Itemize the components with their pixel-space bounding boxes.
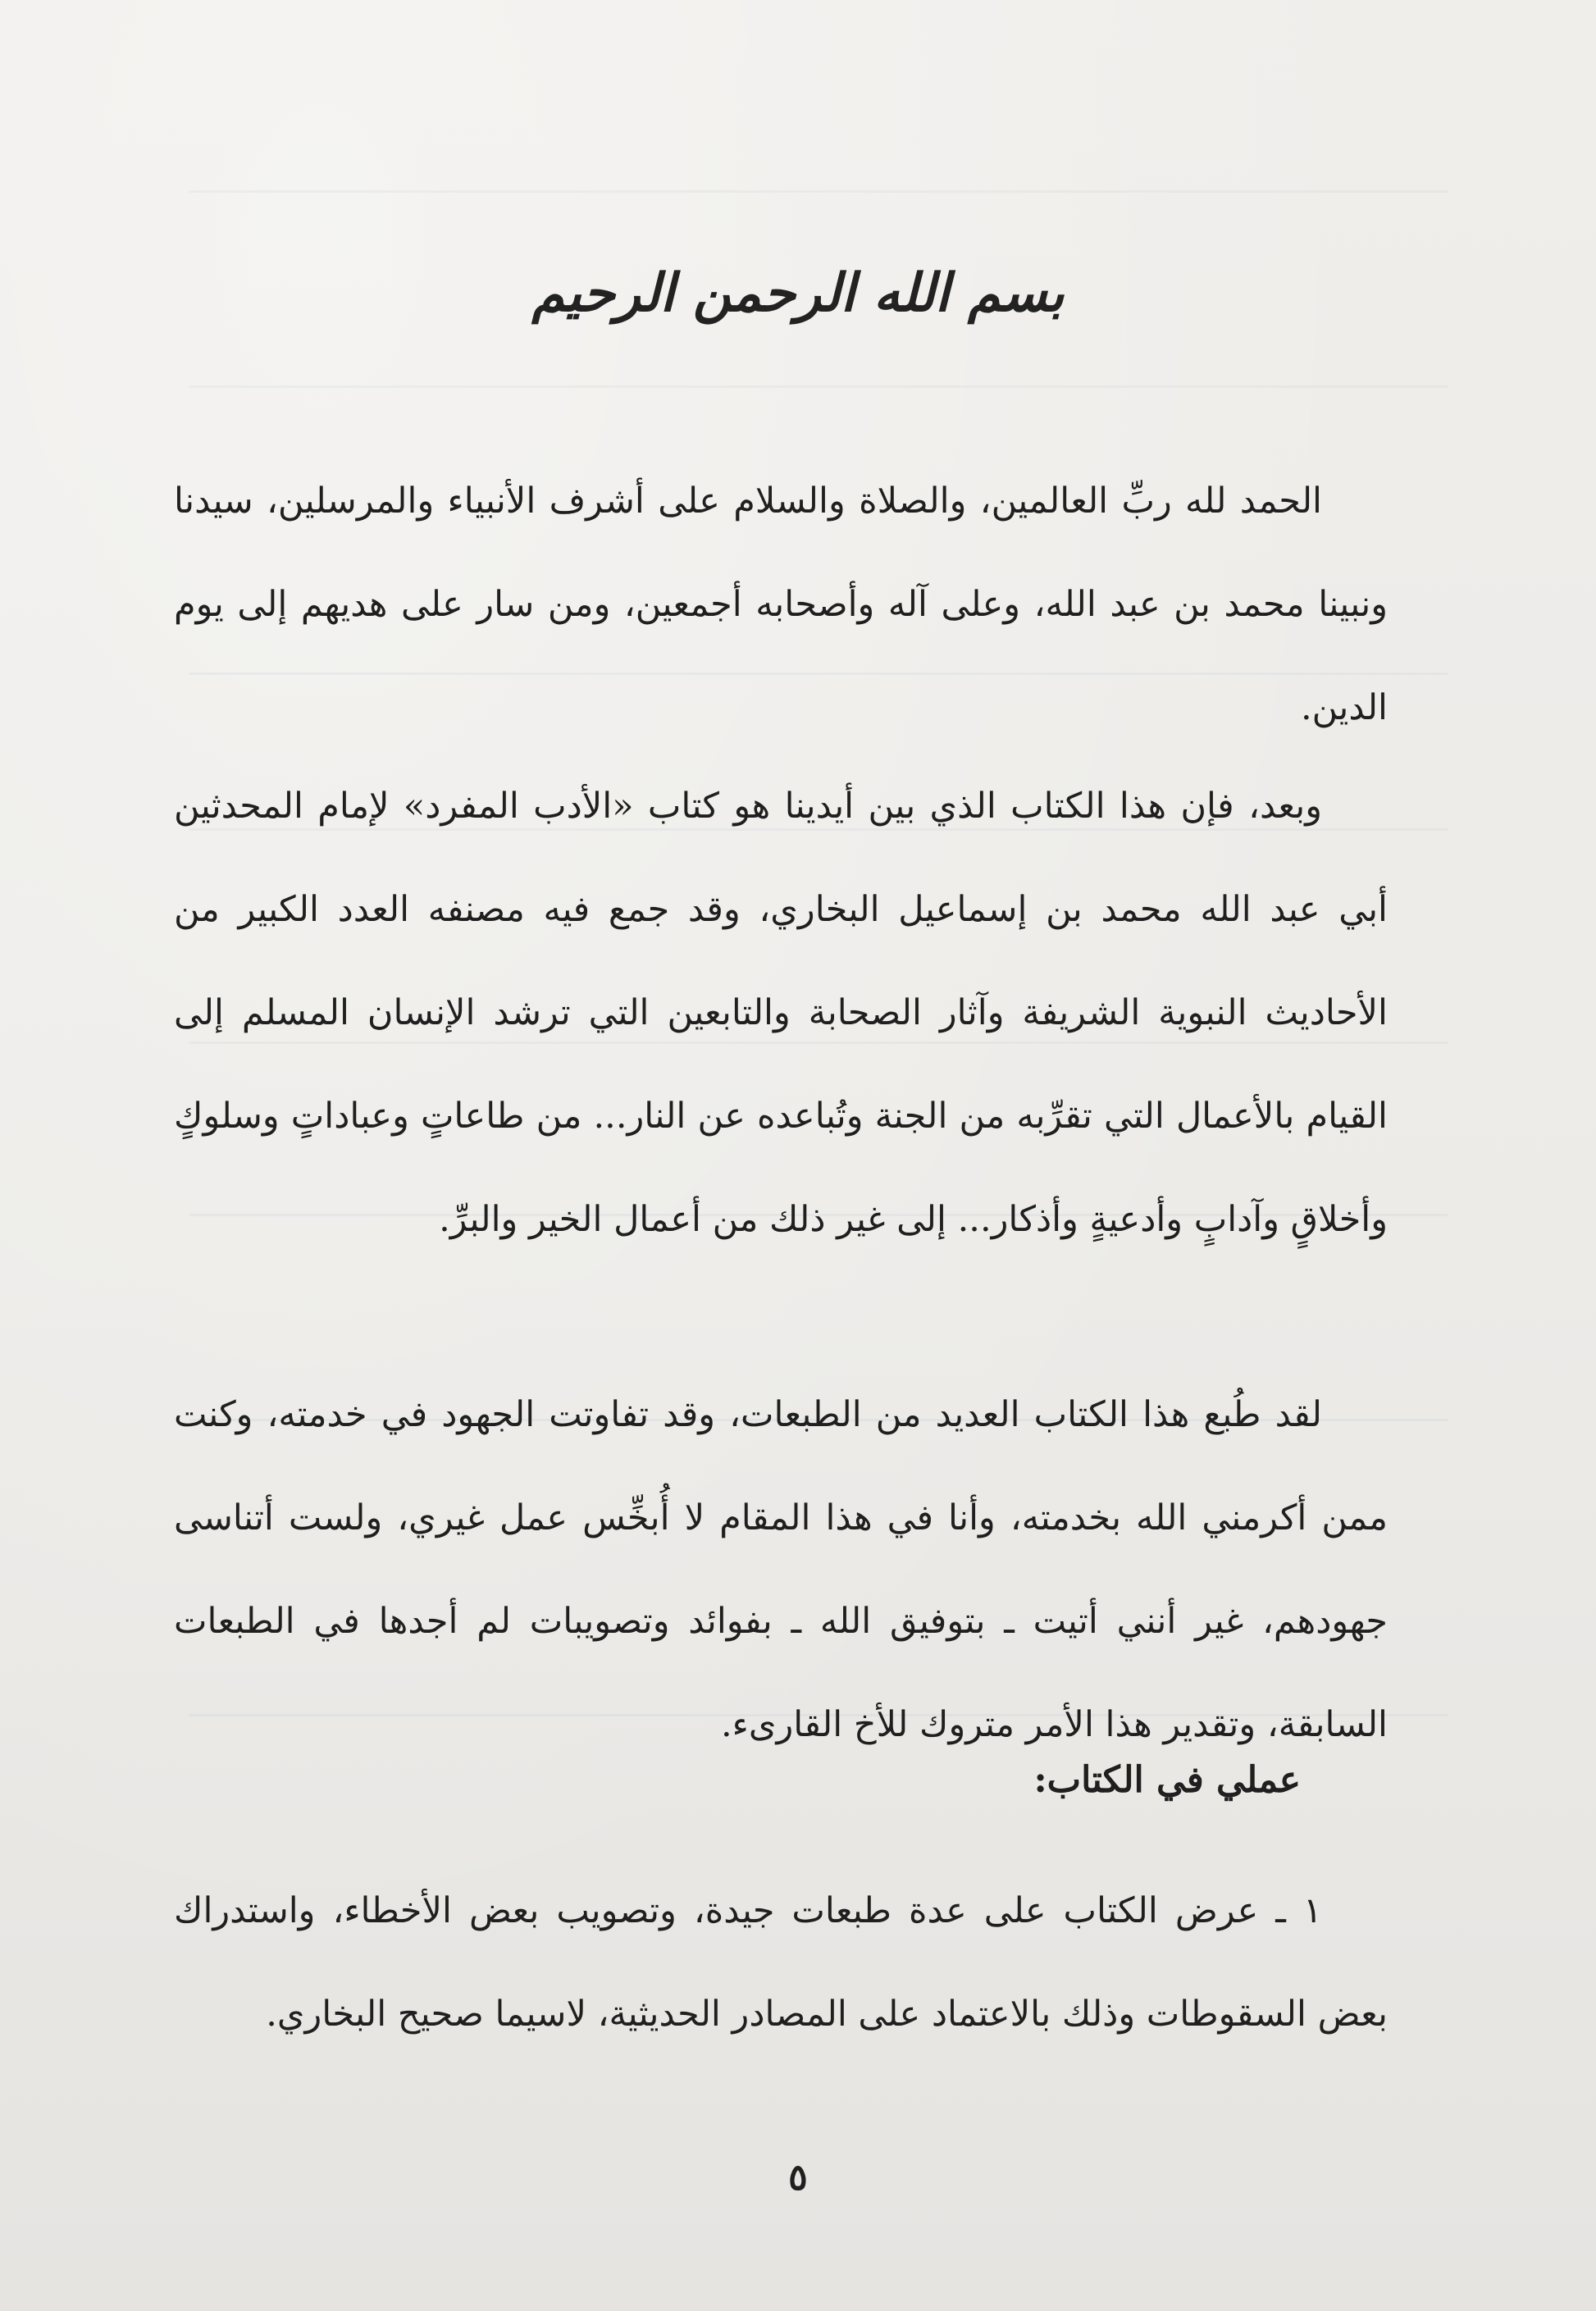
section-heading: عملي في الكتاب: [1033, 1759, 1301, 1801]
list-item: ١ ـ عرض الكتاب على عدة طبعات جيدة، وتصويب بعض الأخطاء، واستدراك بعض السقوطات وذلك بالاعتماد على المصادر الحديثية، لاسيما صحيح البخاري. [174, 1890, 1388, 2035]
basmala-text: بسم الله الرحمن الرحيم [531, 262, 1065, 324]
basmala-heading [0, 262, 1596, 324]
bleed-through-line [189, 190, 1448, 193]
paragraph-editions: لقد طُبع هذا الكتاب العديد من الطبعات، وقد تفاوتت الجهود في خدمته، وكنت ممن أكرمني الله بخدمته، وأنا في هذا المقام لا أُبخِّس عمل غيري، ولست أتناسى جهودهم، غير أنني أتيت ـ بتوفيق الله ـ بفوائد وتصويبات لم أجدها في الطبعات السابقة، وتقدير هذا الأمر متروك للأخ القارىء. [174, 1394, 1388, 1745]
bleed-through-line [189, 385, 1448, 388]
page-number: ٥ [788, 2157, 808, 2199]
paragraph-opening-praise: الحمد لله ربِّ العالمين، والصلاة والسلام على أشرف الأنبياء والمرسلين، سيدنا ونبينا محمد بن عبد الله، وعلى آله وأصحابه أجمعين، ومن سار على هديهم إلى يوم الدين. [174, 481, 1388, 728]
paragraph-book-introduction: وبعد، فإن هذا الكتاب الذي بين أيدينا هو كتاب «الأدب المفرد» لإمام المحدثين أبي عبد الله محمد بن إسماعيل البخاري، وقد جمع فيه مصنفه العدد الكبير من الأحاديث النبوية الشريفة وآثار الصحابة والتابعين التي ترشد الإنسان المسلم إلى القيام بالأعمال التي تقرِّبه من الجنة وتُباعده عن النار... من طاعاتٍ وعباداتٍ وسلوكٍ وأخلاقٍ وآدابٍ وأدعيةٍ وأذكار... إلى غير ذلك من أعمال الخير والبرِّ. [174, 786, 1388, 1240]
